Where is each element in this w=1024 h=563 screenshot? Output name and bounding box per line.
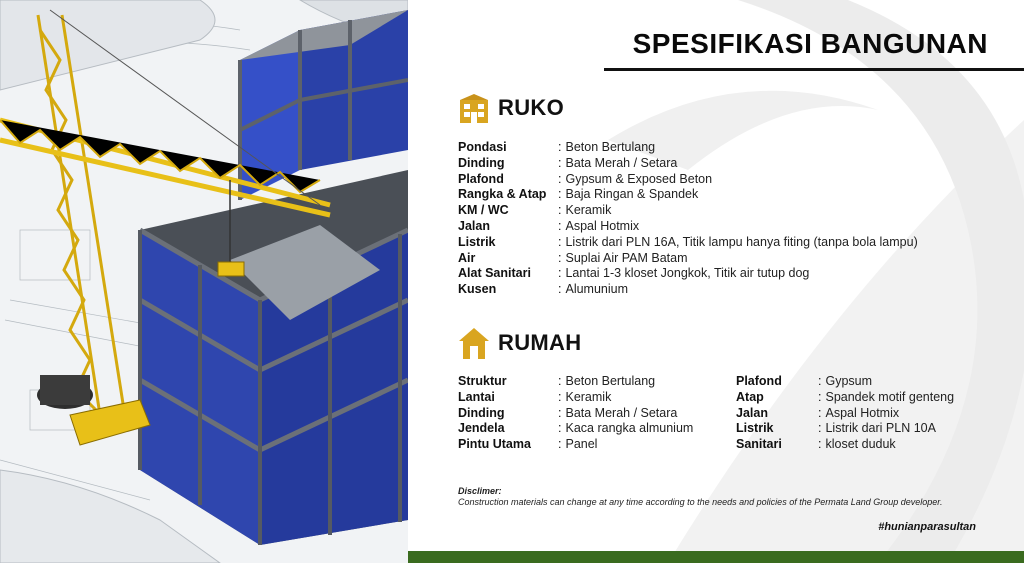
spec-row: Atap : Spandek motif genteng <box>736 389 955 404</box>
spec-row: Plafond : Gypsum <box>736 374 873 388</box>
hashtag: #hunianparasultan <box>878 521 976 533</box>
spec-row: Kusen : Alumunium <box>458 282 629 297</box>
spec-row: Jalan : Aspal Hotmix <box>458 218 640 233</box>
spec-row: Plafond : Gypsum & Exposed Beton <box>458 171 713 186</box>
rumah-heading <box>458 326 581 360</box>
rumah-spec-table-left <box>458 374 693 453</box>
disclaimer-text: Construction materials can change at any time according to the needs and policies of the Permata Land Group developer. <box>458 497 943 507</box>
spec-row: Lantai : Keramik <box>458 389 612 404</box>
spec-row: Pintu Utama : Panel <box>458 437 598 452</box>
spec-row: KM / WC : Keramik <box>458 203 612 218</box>
ruko-heading-label: RUKO <box>498 95 564 120</box>
building-icon <box>458 92 490 124</box>
spec-row: Jendela : Kaca rangka almunium <box>458 421 694 436</box>
spec-row: Pondasi : Beton Bertulang <box>458 140 656 154</box>
construction-illustration <box>0 0 408 563</box>
spec-row: Dinding : Bata Merah / Setara <box>458 405 678 420</box>
rumah-spec-table-right <box>736 374 954 453</box>
spec-row: Listrik : Listrik dari PLN 10A <box>736 421 936 436</box>
spec-row: Jalan : Aspal Hotmix <box>736 405 900 420</box>
spec-row: Air : Suplai Air PAM Batam <box>458 250 688 265</box>
spec-row: Listrik : Listrik dari PLN 16A, Titik lampu hanya fiting (tanpa bola lampu) <box>458 234 918 249</box>
spec-row: Alat Sanitari : Lantai 1-3 kloset Jongkok, Titik air tutup dog <box>458 266 810 281</box>
title-underline <box>604 68 1024 71</box>
spec-row: Sanitari : kloset duduk <box>736 437 896 452</box>
disclaimer-heading: Disclimer: <box>458 486 502 496</box>
spec-row: Dinding : Bata Merah / Setara <box>458 155 678 170</box>
page-title: SPESIFIKASI BANGUNAN <box>632 28 988 59</box>
spec-row: Rangka & Atap : Baja Ringan & Spandek <box>458 187 699 202</box>
house-icon <box>458 326 490 360</box>
ruko-heading <box>458 92 564 124</box>
footer-bar <box>408 551 1024 563</box>
building-crane-illustration <box>0 0 408 563</box>
rumah-heading-label: RUMAH <box>498 330 582 355</box>
specification-panel <box>408 0 1024 563</box>
ruko-spec-table <box>458 140 918 298</box>
disclaimer <box>458 486 942 508</box>
spec-row: Struktur : Beton Bertulang <box>458 374 656 388</box>
